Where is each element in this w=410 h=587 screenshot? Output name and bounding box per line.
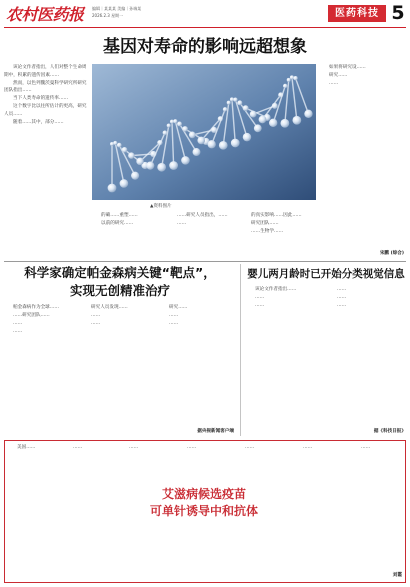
helix-bead	[208, 140, 216, 148]
paragraph: 的真实影响……因此……	[251, 213, 302, 218]
parkinson-column-3	[160, 304, 236, 428]
helix-bead	[117, 143, 122, 148]
hiv-column-lower	[64, 522, 294, 580]
editor-credits: 编辑｜某某某 美编｜孙端某	[92, 6, 142, 11]
paragraph: ……	[13, 329, 23, 334]
infant-source: 据《科技日报》	[373, 429, 406, 434]
paragraph: 如果将研究设……	[329, 65, 366, 70]
helix-bead	[223, 107, 227, 111]
infant-vision-headline: 婴儿两月龄时已开始分类视觉信息	[247, 268, 405, 280]
helix-bead	[169, 161, 178, 170]
helix-bead	[173, 119, 177, 123]
infant-column-1	[246, 286, 324, 436]
helix-bead	[243, 133, 251, 141]
paragraph: ……生物学……	[251, 229, 284, 234]
section-divider	[4, 261, 406, 262]
newspaper-logo: 农村医药报	[6, 5, 84, 24]
parkinson-column-1	[4, 304, 78, 436]
helix-bead	[219, 141, 228, 150]
paragraph: 帕金森病作为全球……	[13, 305, 59, 310]
paragraph: ……	[255, 295, 265, 300]
parkinson-source: 据央视新闻客户端	[197, 429, 234, 434]
helix-bead	[189, 132, 196, 139]
paragraph: 这个数字比以往所估计的更高，研究人员……	[4, 104, 87, 117]
paragraph: ……	[255, 303, 265, 308]
hiv-byline: 刘霞	[392, 573, 402, 578]
helix-bead	[128, 152, 134, 158]
paragraph: ……	[361, 445, 371, 450]
helix-bead	[237, 100, 242, 105]
helix-bead	[182, 126, 188, 132]
paragraph: ……	[13, 321, 23, 326]
helix-bead	[120, 179, 129, 188]
helix-bead	[227, 101, 231, 105]
paragraph: ……	[245, 445, 255, 450]
hiv-column-7	[352, 444, 402, 572]
helix-bead	[293, 76, 297, 80]
parkinson-headline-line-2: 实现无创精准治疗	[69, 283, 170, 298]
paragraph: ……	[303, 445, 313, 450]
helix-bead	[269, 119, 277, 127]
helix-bead	[233, 97, 237, 101]
helix-bead	[193, 148, 201, 156]
paragraph: 研究……	[329, 73, 348, 78]
photo-caption: ▲资料图片	[150, 204, 172, 209]
paragraph: ……	[91, 321, 101, 326]
helix-bead	[292, 116, 301, 125]
helix-bead	[122, 147, 128, 153]
paragraph: ……	[91, 313, 101, 318]
paragraph: 该论文作者指出，人们对整个生命周期中，积累的遗传因素……	[4, 65, 87, 78]
lead-byline: 宋鹏 (综合)	[379, 251, 404, 256]
paragraph: ……	[329, 81, 339, 86]
hiv-headline-line-2: 可单针诱导中和抗体	[149, 504, 258, 518]
parkinson-column-2	[82, 304, 156, 436]
paragraph: 随着……其中，部分……	[13, 119, 64, 125]
paragraph: ……	[187, 445, 197, 450]
paragraph: ……	[169, 321, 179, 326]
hiv-column-5	[236, 444, 292, 484]
paragraph: 当下人类寿命的遗传率……	[13, 96, 69, 101]
parkinson-headline	[6, 264, 234, 302]
helix-bead	[304, 110, 312, 118]
hiv-headline-line-1: 艾滋病候选疫苗	[161, 487, 246, 501]
helix-bead	[108, 184, 117, 193]
paragraph: ……	[337, 303, 347, 308]
hiv-headline	[108, 486, 300, 520]
lead-column-4	[242, 212, 316, 260]
lead-column-5	[320, 64, 406, 260]
hiv-column-3	[120, 444, 176, 484]
helix-bead	[181, 156, 190, 165]
paragraph: ……	[169, 313, 179, 318]
paragraph: 美国……	[17, 445, 36, 450]
helix-bead	[243, 105, 249, 111]
hiv-column-1	[8, 444, 62, 580]
paragraph: 研究人员发现……	[91, 305, 128, 310]
helix-bead	[157, 163, 166, 172]
paragraph: 以前的研究……	[101, 221, 134, 226]
helix-bead	[283, 84, 287, 88]
dna-helix-illustration	[92, 64, 316, 200]
helix-bead	[113, 141, 117, 145]
paragraph: ……研究团队……	[13, 313, 50, 318]
issue-date: 2026.2.3 星期一	[92, 13, 124, 18]
paragraph: 研究团队……	[251, 221, 279, 226]
dna-photo	[92, 64, 316, 200]
helix-bead	[259, 116, 267, 124]
paragraph: 然而，以色列魏茨曼科学研究所研究团队指出……	[4, 80, 87, 93]
helix-bead	[290, 75, 294, 79]
hiv-column-4	[178, 444, 234, 484]
paragraph: ……	[337, 287, 347, 292]
lead-column-1	[4, 64, 88, 260]
helix-bead	[280, 119, 289, 128]
infant-column-2	[328, 286, 406, 428]
lead-column-3	[168, 212, 238, 260]
lead-headline: 基因对寿命的影响远超想象	[103, 37, 307, 57]
page-number: 5	[391, 2, 405, 24]
helix-bead	[131, 172, 139, 180]
section-tab: 医药科技	[328, 5, 386, 22]
helix-bead	[146, 162, 154, 170]
paragraph: ……	[337, 295, 347, 300]
paragraph: ……	[177, 221, 187, 226]
helix-bead	[197, 137, 205, 145]
parkinson-headline-line-1: 科学家确定帕金森病关键“靶点”，	[24, 265, 216, 280]
helix-bead	[167, 124, 171, 128]
paragraph: 的确……重塑……	[101, 213, 138, 218]
helix-bead	[136, 158, 143, 165]
hiv-column-2	[64, 444, 118, 484]
lead-column-2	[92, 212, 164, 260]
helix-bead	[250, 111, 257, 118]
helix-bead	[287, 78, 291, 82]
masthead-rule	[4, 27, 406, 28]
hiv-column-6	[294, 444, 350, 580]
helix-bead	[254, 124, 262, 132]
paragraph: ……	[129, 445, 139, 450]
paragraph: 研究……	[169, 305, 188, 310]
paragraph: ……	[73, 445, 83, 450]
helix-bead	[231, 139, 240, 148]
paragraph: ……研究人员指出，……	[177, 213, 228, 218]
paragraph: 该论文作者指出……	[255, 287, 297, 292]
column-divider	[240, 264, 241, 436]
helix-bead	[177, 122, 182, 127]
